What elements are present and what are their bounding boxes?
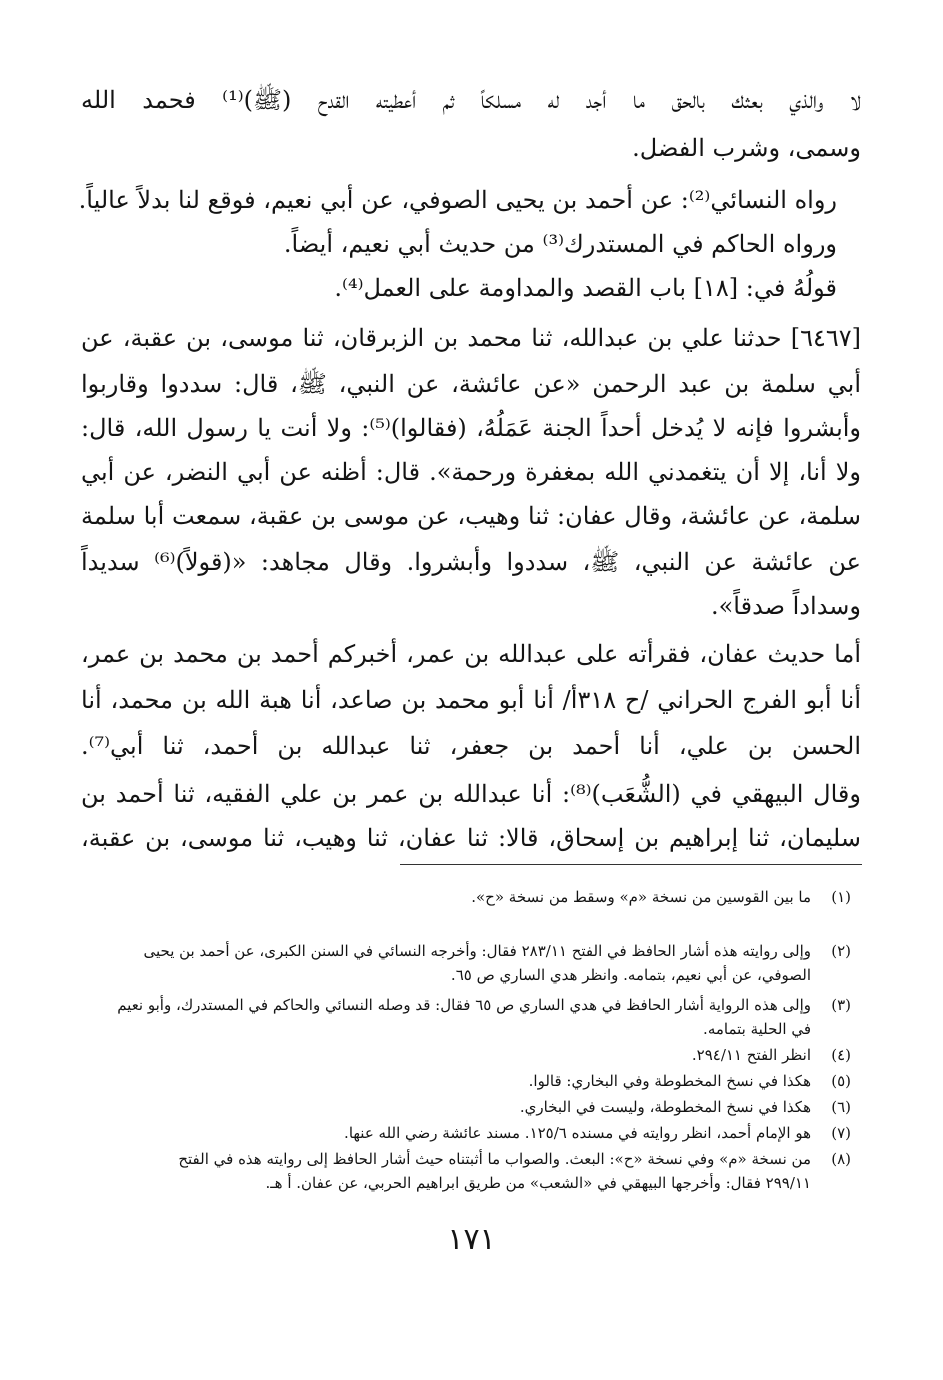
footnote-number: (١) <box>831 888 851 906</box>
body-line: سلمة، عن عائشة، وقال عفان: ثنا وهيب، عن موسى بن عقبة، سمعت أبا سلمة <box>81 502 861 530</box>
body-line: أما حديث عفان، فقرأته على عبدالله بن عمر، أخبركم أحمد بن محمد بن عمر، <box>81 640 861 668</box>
page-number: ١٧١ <box>447 1222 496 1257</box>
body-line: وسمى، وشرب الفضل. <box>632 134 861 162</box>
footnote-text: هكذا في نسخ المخطوطة، وليست في البخاري. <box>519 1098 811 1116</box>
footnote-4 <box>692 1042 851 1068</box>
footnote-text: وإلى هذه الرواية أشار الحافظ في هدي الساري ص ٦٥ فقال: قد وصله النسائي والحاكم في المستدرك، وأبو نعيم <box>117 996 811 1014</box>
footnote-8-continuation: ٢٩٩/١١ فقال: وأخرجها البيهقي في «الشعب» من طريق ابراهيم الحربي، عن عفان. أ هـ. <box>265 1174 811 1192</box>
footnote-text: انظر الفتح ٢٩٤/١١. <box>691 1046 811 1064</box>
footnote-text: من نسخة «م» وفي نسخة «ح»: البعث. والصواب ما أثبتناه حيث أشار الحافظ إلى روايته هذه في الفتح <box>178 1150 811 1168</box>
footnote-2 <box>143 938 851 964</box>
footnote-text: هو الإمام أحمد، انظر روايته في مسنده ١٢٥/٦. مسند عائشة رضي الله عنها. <box>344 1124 811 1142</box>
section-heading: قولُهُ في: [١٨] باب القصد والمداومة على العمل⁽⁴⁾. <box>334 274 837 302</box>
footnote-number: (٦) <box>831 1098 851 1116</box>
footnote-number: (٥) <box>831 1072 851 1090</box>
body-line: [٦٤٦٧] حدثنا علي بن عبدالله، ثنا محمد بن الزبرقان، ثنا موسى، بن عقبة، عن <box>81 324 861 352</box>
footnote-3 <box>117 992 851 1018</box>
body-line: رواه النسائي⁽²⁾: عن أحمد بن يحيى الصوفي، عن أبي نعيم، فوقع لنا بدلاً عالياً. <box>78 186 837 214</box>
body-line: ولا أنا، إلا أن يتغمدني الله بمغفرة ورحمة». قال: أظنه عن أبي النضر، عن أبي <box>81 458 861 486</box>
footnote-2-continuation: الصوفي، عن أبي نعيم، بتمامه. وانظر هدي الساري ص ٦٥. <box>450 966 811 984</box>
footnote-number: (٤) <box>831 1046 851 1064</box>
body-line: وسداداً صدقاً». <box>710 592 861 620</box>
footnote-3-continuation: في الحلية بتمامه. <box>703 1020 811 1038</box>
body-line: سليمان، ثنا إبراهيم بن إسحاق، قالا: ثنا عفان، ثنا وهيب، ثنا موسى، بن عقبة، <box>81 824 861 852</box>
footnote-number: (٢) <box>831 942 851 960</box>
footnote-number: (٧) <box>831 1124 851 1142</box>
footnote-6 <box>520 1094 851 1120</box>
footnote-5 <box>529 1068 851 1094</box>
body-line: لا والذي بعثك بالحق ما أجد له مسلكاً ثم أعطيته القدح (ﷺ)⁽¹⁾ فحمد الله <box>81 86 861 114</box>
footnote-7 <box>344 1120 851 1146</box>
footnote-text: وإلى روايته هذه أشار الحافظ في الفتح ٢٨٣/١١ فقال: وأخرجه النسائي في السنن الكبرى، عن أحمد بن يحيى <box>143 942 811 960</box>
footnote-8 <box>178 1146 851 1172</box>
body-line: أبي سلمة بن عبد الرحمن «عن عائشة، عن النبي، ﷺ، قال: سددوا وقاربوا <box>81 370 861 398</box>
body-line: الحسن بن علي، أنا أحمد بن جعفر، ثنا عبدالله بن أحمد، ثنا أبي⁽⁷⁾. <box>81 732 861 760</box>
body-line: ورواه الحاكم في المستدرك⁽³⁾ من حديث أبي نعيم، أيضاً. <box>283 230 837 258</box>
body-line: أنا أبو الفرج الحراني /ح ٣١٨أ/ أنا أبو محمد بن صاعد، أنا هبة الله بن محمد، أنا <box>81 686 861 714</box>
footnote-divider <box>400 864 862 865</box>
body-line: عن عائشة عن النبي، ﷺ، سددوا وأبشروا. وقال مجاهد: «(قولاً)⁽⁶⁾ سديداً <box>81 548 861 576</box>
footnote-text: هكذا في نسخ المخطوطة وفي البخاري: قالوا. <box>528 1072 811 1090</box>
footnote-text: ما بين القوسين من نسخة «م» وسقط من نسخة «ح». <box>471 888 811 906</box>
footnote-1 <box>471 884 851 910</box>
body-line: وقال البيهقي في (الشُّعَب)⁽⁸⁾: أنا عبدالله بن عمر بن علي الفقيه، ثنا أحمد بن <box>81 780 861 808</box>
footnote-number: (٣) <box>831 996 851 1014</box>
footnote-number: (٨) <box>831 1150 851 1168</box>
body-line: وأبشروا فإنه لا يُدخل أحداً الجنة عَمَلُهُ، (فقالوا)⁽⁵⁾: ولا أنت يا رسول الله، قال: <box>81 414 862 442</box>
